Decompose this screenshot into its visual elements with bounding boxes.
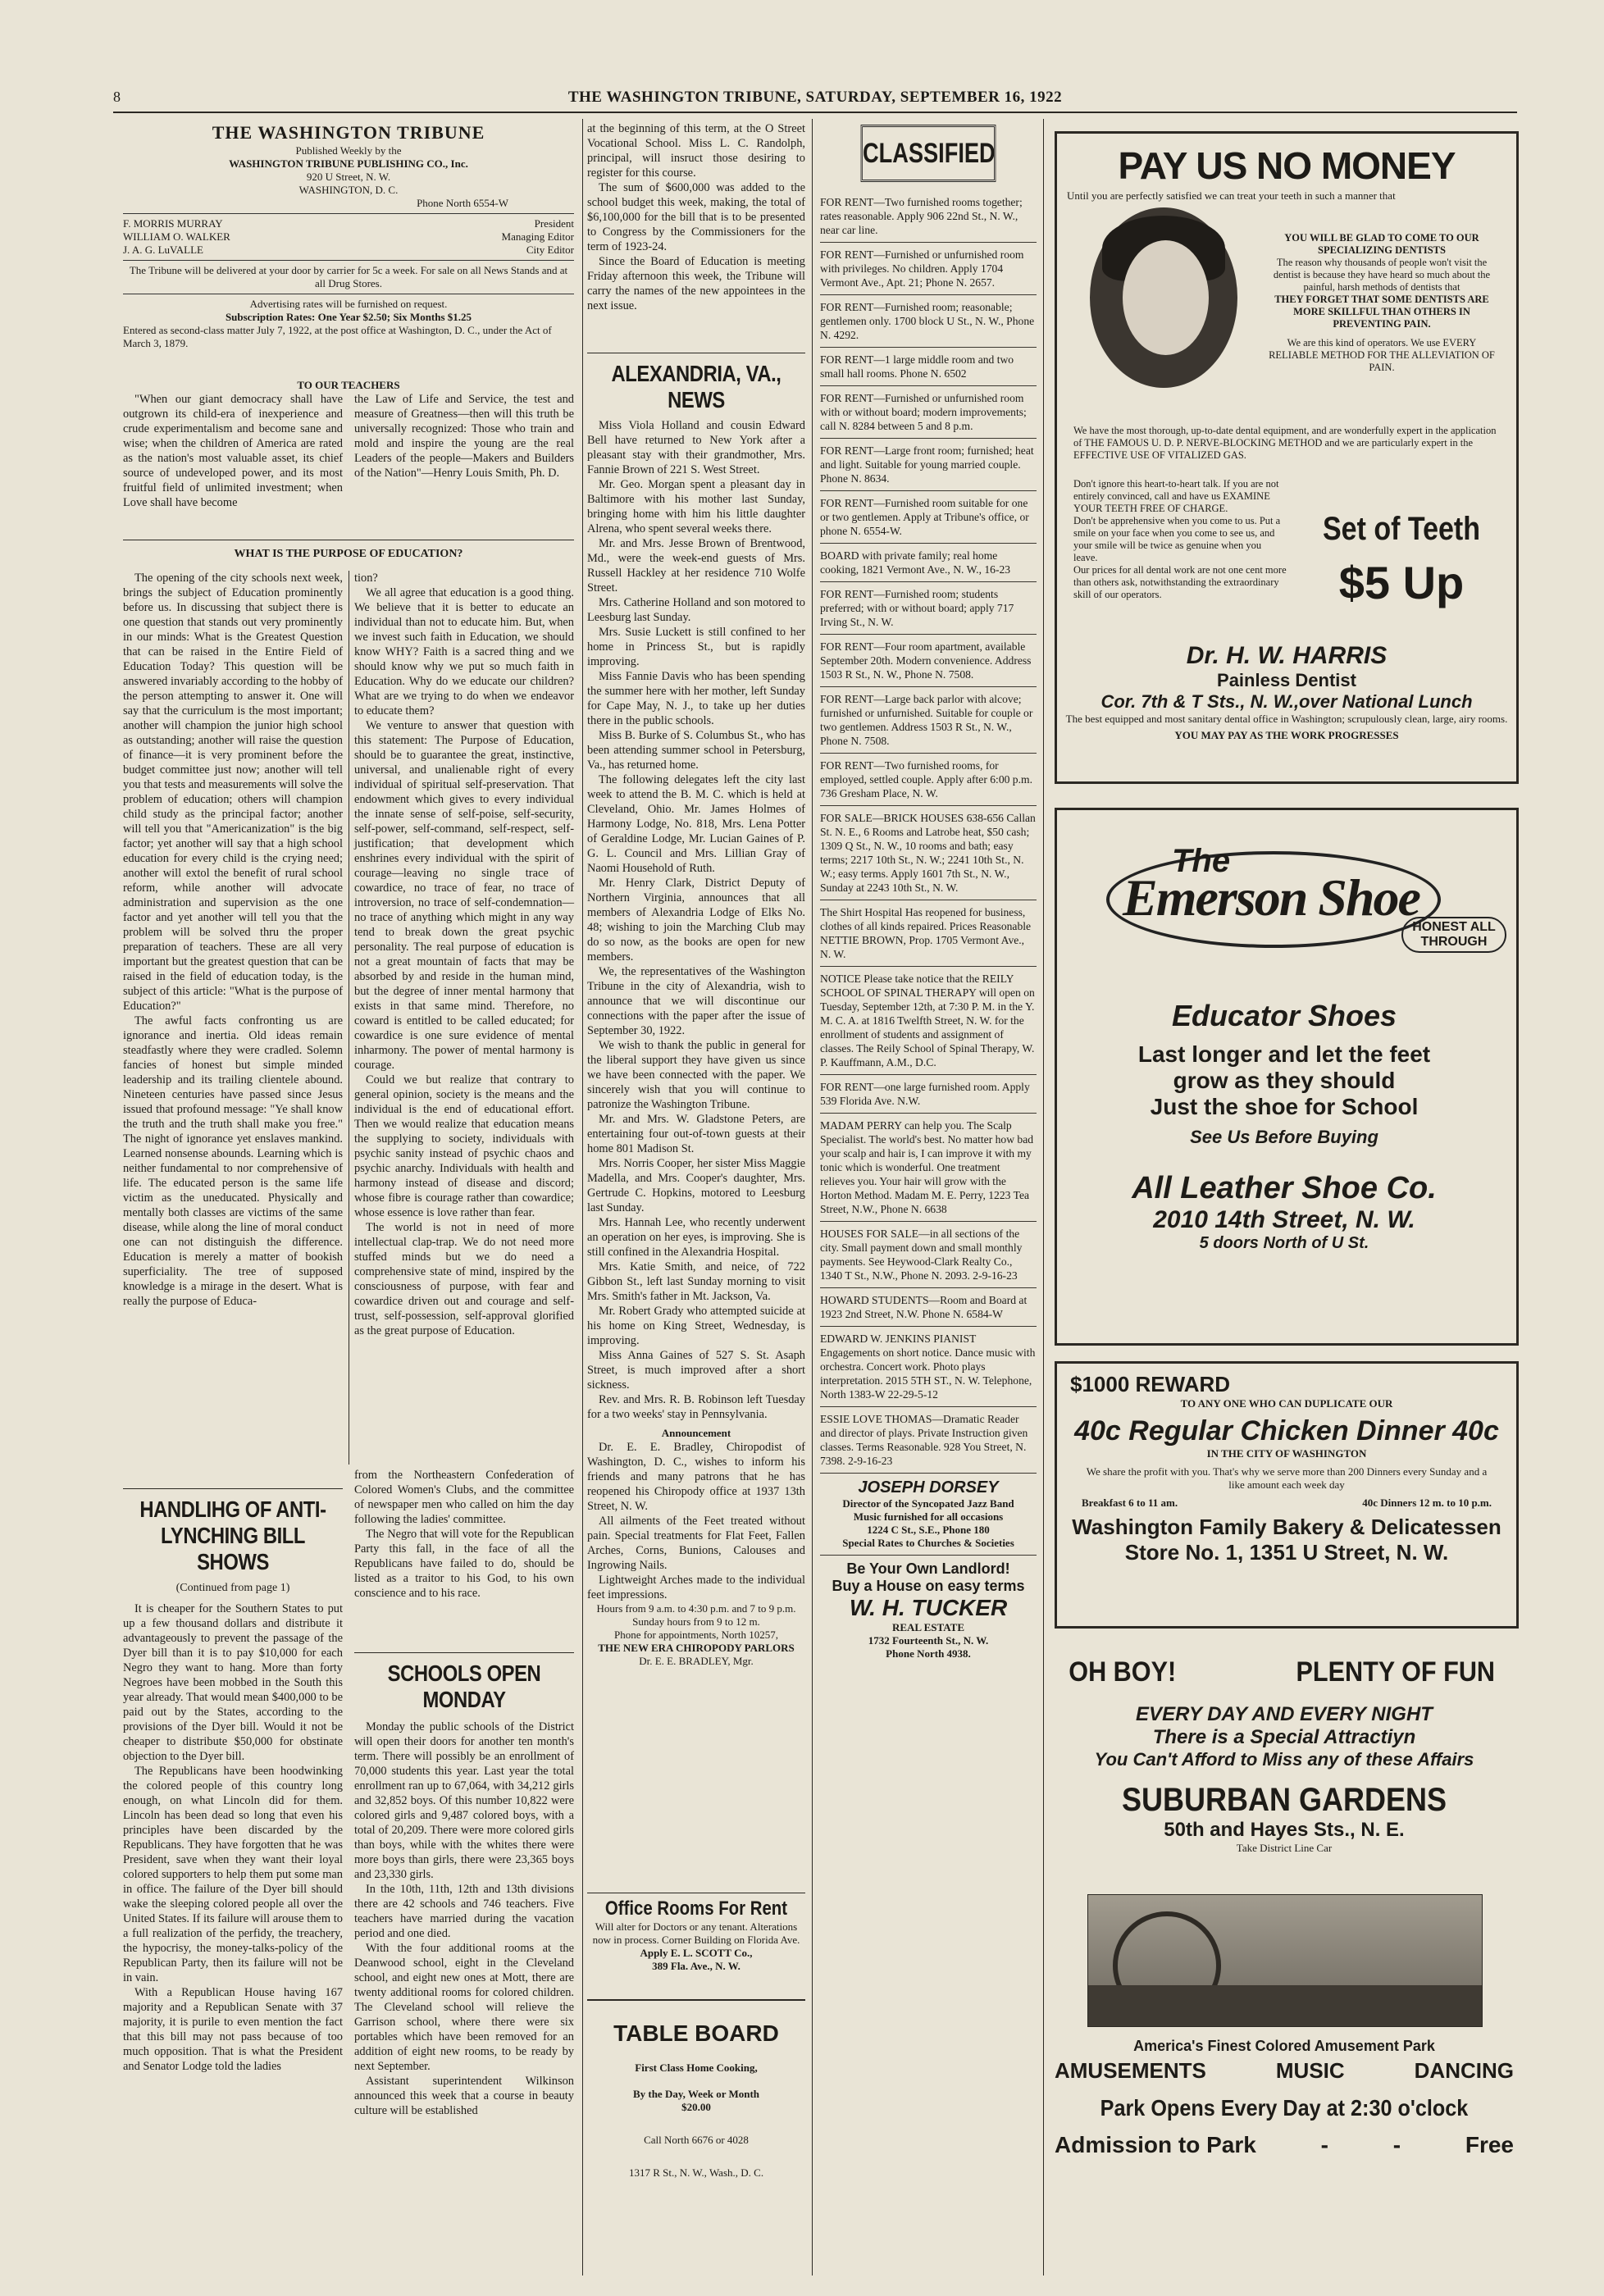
emerson-shoe-ad	[1055, 808, 1519, 1346]
classified-ad: The Shirt Hospital Has reopened for business, clothes of all kinds repaired. Prices Reasonable NETTIE BROWN, Prop. 1705 Vermont Ave., N. W.	[820, 900, 1037, 967]
classified-ad: NOTICE Please take notice that the REILY SCHOOL OF SPINAL THERAPY will open on Tuesday, September 12th, at 7:30 P. M. in the Y. M. C. A. at 1816 Twelfth Street, N. W. for the enrollment of students and assignment of classes. The Reily School of Spinal Therapy, W. P. Kauffmann, A.M., D.C.	[820, 967, 1037, 1075]
ad-line: First Class Home Cooking,	[635, 2061, 758, 2074]
news-item: Mrs. Norris Cooper, her sister Miss Maggie Madella, and Mrs. Cooper's daughter, Mrs. Gertrude C. Hopkins, motored to Leesburg last Sunday.	[587, 1157, 805, 1214]
ad-line: Phone North 4938.	[886, 1647, 971, 1660]
article-paragraph: Assistant superintendent Wilkinson announced this week that a course in beauty culture will be established	[354, 2075, 574, 2117]
article-paragraph: The opening of the city schools next week, brings the subject of Education prominently before us. In discussing that subject there is one question that stands out very prominently in our minds: What is the Greatest Question that can be raised in the Entire Field of Education Today? This question will be answered invariably according to the hobby of the person attempting to answer it. One will say that the curriculum is the most important; another will champion the junior high school as outstanding; another will raise the question of finance—it is very prominent before the budget committee just now; another will tell you that tests and measurements will solve the problem of education; others will champion child study as the principal factor; another will tell you that "Americanization" is the big factor; yet another will say that a high school education for every child is the crying need; another will extol the benefit of rural school reform, while another will advocate administration and supervision as the one factor and yet another will tell you that the problem will be solved thru the proper preparation of teachers. These are all very important but the greatest question that can be raised in the field of education today, is the subject of this article: "What is the purpose of Education?"	[123, 572, 343, 1013]
classified-ad: ESSIE LOVE THOMAS—Dramatic Reader and director of plays. Private Instruction given classes. Terms Reasonable. 928 You Street, N. 7398. 2-9-16-23	[820, 1407, 1037, 1474]
news-item: Mrs. Katie Smith, and neice, of 722 Gibbon St., left last Sunday morning to visit Mrs. Smith's father in Mt. Jackson, Va.	[587, 1260, 805, 1303]
article-paragraph: We venture to answer that question with this statement: The Purpose of Education, should be to guarantee the great, instinctive, universal, and unalienable right of every individual of spiritual self-preservation. That endowment which gives to every individual the innate sense of self-poise, self-security, self-power, self-command, self-respect, self-justification; that development which enshrines every individual with the spirit of courage—leaving no single trace of cowardice, no trace of fear, no trace of introversion, no trace of self-condemnation—no trace of anything which might in any way tend to break down the great psychic personality. The real purpose of education is not a great mountain of facts that may be absorbed by and reside in the human mind, but the degree of inner mental harmony that exists in that same mind. Therefore, no coward is entitled to be called educated; for cowardice is one sure evidence of mental inharmony. The power of mental harmony is courage.	[354, 719, 574, 1072]
emerson-shoe-logo: The Emerson Shoe HONEST ALL THROUGH	[1106, 843, 1516, 966]
purpose-heading-wrap	[123, 548, 574, 567]
dentist-ad	[1055, 131, 1519, 784]
section-rule	[123, 1488, 343, 1489]
article-paragraph: Since the Board of Education is meeting Friday afternoon this week, the Tribune will carry the names of the new appointees in the next issue.	[587, 255, 805, 312]
article-paragraph: Could we but realize that contrary to general opinion, society is the means and the individual is the end of educational effort. Then we would realize that education means the supplying to society, individuals with psychic sanity instead of psychic chaos and psychic anarchy. Individuals with health and harmony instead of disease and discord; whose fibre is courage rather than cowardice; whose essence is love rather than fear.	[354, 1073, 574, 1219]
staff-row: J. A. G. LuVALLE City Editor	[123, 244, 574, 256]
announcement-heading: Announcement	[661, 1427, 731, 1439]
announcement-text: Lightweight Arches made to the individual feet impressions.	[587, 1574, 805, 1601]
news-item: Miss B. Burke of S. Columbus St., who has been attending summer school in Petersburg, Va., has returned home.	[587, 729, 805, 772]
article-headline: ALEXANDRIA, VA., NEWS	[611, 361, 781, 412]
park-opens: Park Opens Every Day at 2:30 o'clock	[1100, 2095, 1469, 2121]
park-name: SUBURBAN GARDENS	[1121, 1782, 1447, 1818]
admission-row: Admission to Park - - Free	[1055, 2132, 1514, 2157]
article-paragraph: Monday the public schools of the District will open their doors for another ten month's term. There will possibly be an enrollment of 70,000 students this year. Last year the total enrollment ran up to 67,064, with 34,212 girls and 32,852 boys. Of this number 10,822 were colored girls and 9,487 colored boys, with a total of 20,209. There were more colored girls than boys, while with the whites there were more boys than girls, there were 23,365 boys and 23,330 girls.	[354, 1720, 574, 1881]
classified-ad: BOARD with private family; real home cooking, 1821 Vermont Ave., N. W., 16-23	[820, 544, 1037, 582]
ad-agent: Apply E. L. SCOTT Co.,	[640, 1947, 753, 1959]
page-number: 8	[113, 89, 121, 105]
chicken-dinner-ad	[1055, 1361, 1519, 1629]
purpose-col2	[354, 571, 574, 1456]
news-item: Mr. Geo. Morgan spent a pleasant day in Baltimore with his mother last Sunday, bringing home with him his little daughter Alrena, who spent several weeks there.	[587, 478, 805, 535]
anti-lynching-continued	[354, 1468, 574, 1599]
ad-line: Buy a House on easy terms	[832, 1578, 1025, 1594]
news-item: Mrs. Catherine Holland and son motored to Leesburg last Sunday.	[587, 596, 805, 624]
school-news-continued	[587, 121, 805, 376]
article-paragraph: from the Northeastern Confederation of Colored Women's Clubs, and the committee of newspaper men who called on him the day following the ladies' committee.	[354, 1469, 574, 1526]
published-line: Published Weekly by the	[295, 144, 402, 157]
classified-ad: FOR RENT—Two furnished rooms, for employed, settled couple. Apply after 6:00 p.m. 736 Gresham Place, N. W.	[820, 754, 1037, 806]
news-item: We wish to thank the public in general for the liberal support they have given us since we have been connected with the paper. We sincerely wish that you will continue to patronize the Washington Tribune.	[587, 1039, 805, 1111]
ad-name: W. H. TUCKER	[849, 1595, 1008, 1620]
classified-ad: FOR RENT—Furnished room; reasonable; gentlemen only. 1700 block U St., N. W., Phone N. 4292.	[820, 295, 1037, 348]
publisher: WASHINGTON TRIBUNE PUBLISHING CO., Inc.	[229, 157, 468, 170]
article-paragraph: tion?	[354, 572, 378, 585]
ad-line: Music furnished for all occasions	[853, 1510, 1004, 1523]
section-rule	[354, 1652, 574, 1653]
classified-ad: FOR RENT—Furnished or unfurnished room with privileges. No children. Apply 1704 Vermont Ave., Apt. 21; Phone N. 2657.	[820, 243, 1037, 295]
staff-row: WILLIAM O. WALKER Managing Editor	[123, 230, 574, 243]
ad-line: REAL ESTATE	[891, 1621, 965, 1633]
ad-phone: Call North 6676 or 4028	[644, 2134, 749, 2146]
table-board-ad	[587, 2009, 805, 2263]
section-heading: TO OUR TEACHERS	[297, 379, 400, 391]
classified-ad: FOR RENT—Four room apartment, available September 20th. Modern convenience. Address 1503 R St., N. W., Phone N. 7508.	[820, 635, 1037, 687]
announcement-text: All ailments of the Feet treated without pain. Special treatments for Flat Feet, Fallen Arches, Corns, Bunions, Calouses and Ingrowing Nails.	[587, 1515, 805, 1572]
classified-ad: FOR RENT—Large back parlor with alcove; furnished or unfurnished. Suitable for couple or two gentlemen. Address 1503 R St., N. W., Phone N. 7508.	[820, 687, 1037, 754]
announcement-hours: Sunday hours from 9 to 12 m.	[632, 1615, 760, 1628]
article-headline: SCHOOLS OPEN MONDAY	[387, 1660, 541, 1712]
ad-line: IN THE CITY OF WASHINGTON	[1206, 1447, 1367, 1460]
entry-note: Entered as second-class matter July 7, 1922, at the post office at Washington, D. C., under the Act of March 3, 1879.	[123, 324, 552, 349]
article-headline: LYNCHING BILL SHOWS	[160, 1523, 306, 1574]
news-item: Mrs. Susie Luckett is still confined to her home in Princess St., but is rapidly improving.	[587, 626, 805, 668]
delivery-note: The Tribune will be delivered at your door by carrier for 5c a week. For sale on all News Stands and at all Drug Stores.	[129, 264, 568, 289]
dentist-details: Don't ignore this heart-to-heart talk. If you are not entirely convinced, call and have us EXAMINE YOUR TEETH FREE OF CHARGE. Don't be apprehensive when you come to us. Put a smile on your face when you come to see us, and your smile will be twice as genuine when you leave. Our prices for all dental work are not one cent more than others ask, notwithstanding the extraordinary skill of our operators.	[1073, 478, 1287, 600]
advertising-note: Advertising rates will be furnished on request.	[249, 298, 448, 310]
article-paragraph: The sum of $600,000 was added to the school budget this week, making, the total of $6,100,000 for the bill that is to be presented to Congress by the Commissioners for the term of 1923-24.	[587, 181, 805, 253]
publisher-address: 920 U Street, N. W.	[306, 171, 391, 183]
dentist-body: We have the most thorough, up-to-date dental equipment, and are wonderfully expert in the application of THE FAMOUS U. D. P. NERVE-BLOCKING METHOD and we are particularly expert in the EFFECTIVE USE OF VITALIZED GAS.	[1073, 425, 1497, 461]
quote-right: the Law of Life and Service, the test and measure of Greatness—then will this truth be universally recognized: Those who train and mold and inspire the young are the real Leaders of the people—Makers and Builders of the Nation"—Henry Louis Smith, Ph. D.	[354, 393, 574, 480]
publisher-city: WASHINGTON, D. C.	[298, 184, 399, 196]
anti-lynching-article	[123, 1496, 343, 2276]
article-paragraph: It is cheaper for the Southern States to put up a few thousand dollars and distribute it advantageously to prevent the passage of the Dyer bill than it is to pay $10,000 for each Negro they want to hang. More than forty Negroes have been mobbed in the South this year already. That would mean $400,000 to be paid out by the States, according to the provisions of the Dyer bill. Would it not be cheaper to distribute $50,000 for obstinate objection to the Dyer bill.	[123, 1602, 343, 1763]
ad-price: $20.00	[681, 2101, 711, 2113]
news-item: Mr. and Mrs. Jesse Brown of Brentwood, Md., were the week-end guests of Mrs. Russell Hackley at her residence 710 Wolfe Street.	[587, 537, 805, 594]
page-header	[113, 85, 1517, 110]
ad-line: 1732 Fourteenth St., N. W.	[868, 1634, 989, 1647]
emerson-text: Educator Shoes Last longer and let the feet grow as they should Just the shoe for School See Us Before Buying All Leather Shoe Co. 2010 14th Street, N. W. 5 doors North of U St.	[1132, 999, 1437, 1252]
news-item: Mr. and Mrs. W. Gladstone Peters, are entertaining four out-of-town guests at their home 801 Madison St.	[587, 1113, 805, 1155]
subscription-rates: Subscription Rates: One Year $2.50; Six Months $1.25	[225, 311, 472, 323]
news-item: Miss Fannie Davis who has been spending the summer here with her mother, left Sunday for Cape May, N. J., to take up her duties there in the public schools.	[587, 670, 805, 727]
dentist-right-text: YOU WILL BE GLAD TO COME TO OUR SPECIALIZING DENTISTS The reason why thousands of people won't visit the dentist is because they have heard so much about the painful, harsh methods of dentists that THEY FORGET THAT SOME DENTISTS ARE MORE SKILLFUL THAN OTHERS IN PREVENTING PAIN. We are this kind of operators. We use EVERY RELIABLE METHOD FOR THE ALLEVIATION OF PAIN.	[1269, 232, 1495, 373]
classified-ad: FOR RENT—Furnished room suitable for one or two gentlemen. Apply at Tribune's office, or phone N. 6554-W.	[820, 491, 1037, 544]
purpose-col1	[123, 571, 343, 1559]
ad-text: Will alter for Doctors or any tenant. Alterations now in process. Corner Building on Florida Ave.	[592, 1920, 800, 1946]
classified-ad: FOR RENT—Furnished or unfurnished room with or without board; modern improvements; call N. 8284 between 5 and 8 p.m.	[820, 386, 1037, 439]
column-rule	[582, 119, 583, 2276]
classified-ad: HOUSES FOR SALE—in all sections of the city. Small payment down and small monthly payments. See Heywood-Clark Realty Co., 1340 T St., N.W., Phone N. 2093. 2-9-16-23	[820, 1222, 1037, 1288]
continued-note: (Continued from page 1)	[175, 1582, 290, 1594]
ad-line: By the Day, Week or Month	[632, 2088, 760, 2100]
classified-ad: FOR RENT—Large front room; furnished; heat and light. Suitable for young married couple. Phone N. 8634.	[820, 439, 1037, 491]
ad-headline: Be Your Own Landlord!	[846, 1560, 1010, 1577]
article-paragraph: In the 10th, 11th, 12th and 13th divisions there are 42 schools and 746 teachers. Five teachers have married during the vacation period and one died.	[354, 1883, 574, 1940]
dorsey-ad	[820, 1474, 1037, 1556]
article-paragraph: The awful facts confronting us are ignorance and inertia. Old ideas remain steadfastly where they were cradled. Solemn fancies of honest but simple minded leadership and its trailing clientele abound. Nineteen centuries have passed since Jesus issued that profound message: "Ye shall know the truth and the truth shall make you free." The night of ignorance yet enslaves mankind. Learned nonsense abounds. Learning which is neither fundamental to nor comprehensive of life. The educated person is the same life victim as the uneducated. Physically and mentally both classes are victims of the same disease, while along the line of moral conduct one can not distinguish the difference. Education is merely a matter of bookish superficiality. The tree of supposed knowledge is a mirage in the desert. What is really the purpose of Educa-	[123, 1014, 343, 1308]
ad-address: 1317 R St., N. W., Wash., D. C.	[628, 2166, 764, 2179]
classified-ad: FOR RENT—Two furnished rooms together; rates reasonable. Apply 906 22nd St., N. W., near car line.	[820, 190, 1037, 243]
news-item: Mr. Henry Clark, District Deputy of Northern Virginia, announces that all members of Alexandria Lodge of Elks No. 48; wishing to join the Marching Club may do so now, as the books are open for new members.	[587, 877, 805, 963]
park-tagline: America's Finest Colored Amusement Park	[1133, 2038, 1435, 2054]
masthead-box	[123, 121, 574, 376]
bakery-name: Washington Family Bakery & Delicatessen	[1072, 1515, 1501, 1539]
announcement-hours: Hours from 9 a.m. to 4:30 p.m. and 7 to 9 p.m.	[596, 1602, 796, 1615]
tucker-ad	[820, 1556, 1037, 1665]
quote-left: "When our giant democracy shall have outgrown its child-era of inexperience and crude experimentalism and become sane and wise; when the children of America are rated as the nation's most valuable asset, its chief source of undeveloped power, and its most fruitful field of unlimited investment; when Love shall have become	[123, 393, 343, 509]
ad-headline: TABLE BOARD	[613, 2020, 779, 2046]
park-location: 50th and Hayes Sts., N. E.	[1164, 1819, 1405, 1841]
column-rule	[812, 119, 813, 2276]
article-paragraph: The world is not in need of more intellectual clap-trap. We do not need more stuffed minds but we do need a comprehensive state of mind, inspired by the consciousness of purpose, with fear and cowardice driven out and courage and self-trust, self-possession, self-approval glorified as the great purpose of Education.	[354, 1221, 574, 1337]
news-item: Mrs. Hannah Lee, who recently underwent an operation on her eyes, is improving. She is still confined in the Alexandria Hospital.	[587, 1216, 805, 1259]
ad-line: EVERY DAY AND EVERY NIGHT	[1136, 1703, 1433, 1725]
alexandria-news	[587, 361, 805, 1667]
amusement-park-image	[1087, 1894, 1483, 2027]
ad-line: Special Rates to Churches & Societies	[842, 1537, 1014, 1549]
ad-line: There is a Special Attractiyn	[1152, 1726, 1416, 1748]
header-rule	[113, 112, 1517, 113]
article-headline: HANDLIHG OF ANTI-	[139, 1496, 326, 1522]
column-rule	[1043, 119, 1044, 2276]
news-item: The following delegates left the city last week to attend the B. M. C. which is held at Cleveland, Ohio. Mr. James Holmes of Harmony Lodge, No. 818, Mrs. Lena Potter of Geraldine Lodge, Mr. Lucian Gaines of P. G. L. Council and Mrs. Lillian Gray of Naomi Household of Ruth.	[587, 773, 805, 875]
classified-title: CLASSIFIED	[861, 125, 996, 182]
classified-ad: FOR RENT—1 large middle room and two small hall rooms. Phone N. 6502	[820, 348, 1037, 386]
classified-ad: HOWARD STUDENTS—Room and Board at 1923 2nd Street, N.W. Phone N. 6584-W	[820, 1288, 1037, 1327]
section-rule	[587, 1999, 805, 2001]
news-item: Mr. Robert Grady who attempted suicide at his home on King Street, Wednesday, is improving.	[587, 1305, 805, 1347]
suburban-gardens-ad	[1055, 1648, 1514, 2255]
reward-headline: $1000 REWARD	[1070, 1372, 1231, 1396]
fun-row: OH BOY! PLENTY OF FUN	[1069, 1656, 1495, 1688]
article-paragraph: at the beginning of this term, at the O Street Vocational School. Miss L. C. Randolph, principal, will insruct those desiring to register for this course.	[587, 122, 805, 180]
hours-row: Breakfast 6 to 11 am. 40c Dinners 12 m. to 10 p.m.	[1082, 1496, 1492, 1509]
announcement-business: THE NEW ERA CHIROPODY PARLORS	[598, 1642, 795, 1654]
announcement-phone: Phone for appointments, North 10257,	[613, 1629, 779, 1641]
ad-address: 389 Fla. Ave., N. W.	[652, 1960, 740, 1972]
article-paragraph: With a Republican House having 167 majority and a Republican Senate with 37 majority, it is purile to even mention the fact that this bill may not pass because of too much opposition. That is what the President and Senator Lodge told the ladies	[123, 1986, 343, 2073]
ad-line: Director of the Syncopated Jazz Band	[842, 1497, 1014, 1510]
announcement-manager: Dr. E. E. BRADLEY, Mgr.	[639, 1655, 754, 1667]
ad-line: You Can't Afford to Miss any of these Affairs	[1094, 1749, 1474, 1770]
announcement-text: Dr. E. E. Bradley, Chiropodist of Washington, D. C., wishes to inform his friends and many patrons that he has reopened his Chiropody office at 1937 13th Street, N. W.	[587, 1441, 805, 1513]
schools-open-article	[354, 1660, 574, 2276]
publisher-phone: Phone North 6554-W	[417, 197, 508, 209]
ad-line: TO ANY ONE WHO CAN DUPLICATE OUR	[1180, 1397, 1393, 1410]
ad-intro: Until you are perfectly satisfied we can treat your teeth in such a manner that	[1067, 189, 1396, 202]
amusements-row: AMUSEMENTS MUSIC DANCING	[1055, 2058, 1514, 2083]
news-item: We, the representatives of the Washington Tribune in the city of Alexandria, wish to announce that we will discontinue our connections with the paper after the issue of September 30, 1922.	[587, 965, 805, 1037]
classified-ad: FOR RENT—one large furnished room. Apply 539 Florida Ave. N.W.	[820, 1075, 1037, 1114]
classified-ad: EDWARD W. JENKINS PIANIST Engagements on short notice. Dance music with orchestra. Concert work. Photo plays interpretation. 2015 5TH ST., N. W. Telephone, North 1383-W 22-29-5-12	[820, 1327, 1037, 1407]
ad-line: We share the profit with you. That's why we serve more than 200 Dinners every Sunday and a like amount each week day	[1086, 1465, 1488, 1491]
woman-portrait-image	[1090, 207, 1237, 388]
news-item: Miss Anna Gaines of 527 S. St. Asaph Street, is much improved after a short sickness.	[587, 1349, 805, 1392]
park-car: Take District Line Car	[1236, 1842, 1333, 1854]
classified-ad: FOR RENT—Furnished room; students preferred; with or without board; apply 717 Irving St., N. W.	[820, 582, 1037, 635]
classified-ad: FOR SALE—BRICK HOUSES 638-656 Callan St. N. E., 6 Rooms and Latrobe heat, $50 cash; 1309 Q St., N. W., 10 rooms and bath; easy terms; 2217 10th St., N. W.; 2241 10th St., N. W.; easy terms. Apply 1601 7th St., N. W., Sunday at 2243 10th St., N. W.	[820, 806, 1037, 900]
news-item: Miss Viola Holland and cousin Edward Bell have returned to New York after a pleasant stay with their grandmother, Mrs. Fannie Brown of 221 S. West Street.	[587, 419, 805, 476]
newspaper-masthead: THE WASHINGTON TRIBUNE, SATURDAY, SEPTEMBER 16, 1922	[567, 89, 1063, 106]
to-our-teachers	[123, 379, 574, 539]
section-heading: WHAT IS THE PURPOSE OF EDUCATION?	[234, 548, 463, 560]
article-paragraph: The Republicans have been hoodwinking the colored people of this country long enough, on what Lincoln did for them. Lincoln has been dead so long that even his principles have been discarded by the Republicans. They have forgotten that he was President, save when they want their loyal colored supporters to help them put some man in office. The failure of the Dyer bill should wake the sleeping colored people all over the United States. If its failure will arouse them to a full realization of the perfidy, the treachery, the hypocrisy, the money-talks-policy of the Republican Party, then its failure will not be in vain.	[123, 1765, 343, 1984]
classified-ad: MADAM PERRY can help you. The Scalp Specialist. The world's best. No matter how bad your scalp and hair is, I can improve it with my tonic which is wonderful. One treatment relieves you. Your hair will grow with the Horton Method. Madam M. E. Perry, 1223 Tea Street, N.W., Phone N. 6638	[820, 1114, 1037, 1222]
set-of-teeth: Set of Teeth	[1322, 511, 1481, 547]
dentist-footer: Dr. H. W. HARRIS Painless Dentist Cor. 7th & T Sts., N. W.,over National Lunch The best equipped and most sanitary dental office in Washington; scrupulously clean, large, airy rooms. YOU MAY PAY AS THE WORK PROGRESSES	[1065, 642, 1508, 741]
news-item: Rev. and Mrs. R. B. Robinson left Tuesday for a two weeks' stay in Pennsylvania.	[587, 1393, 805, 1421]
classified-section	[820, 125, 1037, 2273]
paper-title: THE WASHINGTON TRIBUNE	[212, 122, 485, 143]
teeth-price: $5 Up	[1338, 557, 1465, 608]
ad-headline: Office Rooms For Rent	[604, 1897, 788, 1920]
article-paragraph: We all agree that education is a good thing. We believe that it is better to educate an individual than not to educate him. But, when we invest such faith in Education, we should know WHY? Faith is a sacred thing and we should know why we put so much faith in Education. Why do we educate our children? What are we trying to do when we endeavor to educate them?	[354, 586, 574, 718]
ad-line: 1224 C St., S.E., Phone 180	[867, 1524, 990, 1536]
office-rooms-ad	[587, 1897, 805, 1994]
ad-headline: JOSEPH DORSEY	[858, 1478, 999, 1496]
bakery-store: Store No. 1, 1351 U Street, N. W.	[1124, 1540, 1449, 1565]
article-paragraph: With the four additional rooms at the Deanwood school, eight in the Cleveland school, and eight new ones at Mott, there are twenty additional rooms for colored children. The Cleveland school will relieve the Garrison school, where there were six portables which have been removed for an addition of eight new rooms, to be ready by next September.	[354, 1942, 574, 2073]
staff-row: F. MORRIS MURRAY President	[123, 217, 574, 230]
article-paragraph: The Negro that will vote for the Republican Party this fall, in the face of all the Republicans have failed to do, should be listed as a traitor to his God, to his own conscience and to his race.	[354, 1528, 574, 1600]
ad-headline: PAY US NO MONEY	[1118, 144, 1456, 187]
dinner-offer: 40c Regular Chicken Dinner 40c	[1074, 1415, 1499, 1446]
